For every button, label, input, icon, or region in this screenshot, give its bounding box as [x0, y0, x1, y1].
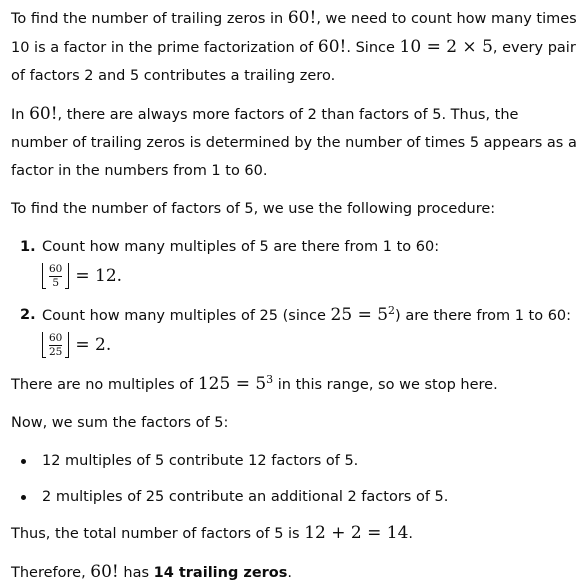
procedure-steps: [11, 233, 577, 362]
math-power: [331, 305, 396, 325]
numerator: 60: [49, 263, 63, 275]
math-base: 25 = 5: [330, 305, 389, 325]
stop-paragraph: [11, 370, 577, 399]
step-number: 1.: [20, 239, 36, 255]
floor-bracket-left: [42, 263, 46, 289]
text: in this range, so we stop here.: [273, 377, 498, 393]
text: .: [408, 526, 414, 542]
list-item: [11, 447, 577, 475]
floor-bracket-right: [65, 263, 69, 289]
text: ) are there from 1 to 60:: [395, 308, 572, 324]
floor-result: = 12.: [75, 266, 123, 286]
text: To find the number of trailing zeros in: [11, 11, 288, 27]
step-item: [11, 301, 577, 362]
step-item: [11, 233, 577, 293]
conclusion-paragraph: [11, 558, 577, 587]
list-item-text: 12 multiples of 5 contribute 12 factors of 5.: [42, 453, 359, 469]
text: .: [287, 565, 293, 581]
factors-paragraph: [11, 100, 577, 185]
procedure-intro: To find the number of factors of 5, we use the following procedure:: [11, 201, 496, 217]
total-paragraph: [11, 519, 577, 548]
math-exponent: 3: [266, 373, 274, 386]
math-factorial: 60!: [29, 104, 58, 124]
text: , every pair of factors 2 and 5 contributes a trailing zero.: [11, 40, 576, 84]
math-factorial: 60!: [287, 8, 317, 28]
denominator: 5: [52, 277, 60, 289]
intro-paragraph: [11, 4, 577, 90]
list-item: [11, 483, 577, 511]
math-factorial: 60!: [90, 562, 119, 582]
floor-bracket-right: [65, 332, 69, 358]
text: . Since: [346, 40, 400, 56]
floor-function: [42, 332, 69, 358]
text: In: [11, 107, 30, 123]
math-equation: 10 = 2 × 5: [399, 37, 493, 57]
fraction: [49, 332, 62, 358]
text: Thus, the total number of factors of 5 is: [11, 526, 305, 542]
numerator: 60: [49, 332, 63, 344]
bullet-icon: [21, 495, 26, 500]
list-item-text: 2 multiples of 25 contribute an additional 2 factors of 5.: [42, 489, 449, 505]
denominator: 25: [49, 346, 63, 358]
text: Count how many multiples of 25 (since: [42, 308, 331, 324]
floor-result: = 2.: [75, 335, 112, 355]
text: Therefore,: [11, 565, 91, 581]
math-exponent: 2: [388, 304, 396, 317]
step-text: [42, 301, 577, 330]
text: There are no multiples of: [11, 377, 198, 393]
floor-function: [42, 263, 69, 289]
floor-expression: [42, 259, 577, 293]
math-power: [198, 374, 273, 394]
answer-highlight: 14 trailing zeros: [153, 565, 288, 581]
step-text: [42, 233, 577, 261]
step-number: 2.: [20, 307, 36, 323]
math-base: 125 = 5: [197, 374, 267, 394]
sum-intro: Now, we sum the factors of 5:: [11, 415, 229, 431]
floor-expression: [42, 328, 577, 362]
sum-list: [11, 447, 577, 511]
text: Count how many multiples of 5 are there from 1 to 60:: [42, 239, 440, 255]
math-sum: 12 + 2 = 14: [304, 523, 409, 543]
text: , there are always more factors of 2 than factors of 5. Thus, the number of trailing zeros is determined by the number of times 5 appears as a factor in the numbers from 1 to 60.: [11, 107, 577, 179]
text: , we need to count how many times 10 is a factor in the prime factorization of: [11, 11, 577, 56]
floor-bracket-left: [42, 332, 46, 358]
bullet-icon: [21, 459, 26, 464]
text: has: [118, 565, 154, 581]
math-factorial: 60!: [317, 37, 347, 57]
fraction: [49, 263, 62, 289]
